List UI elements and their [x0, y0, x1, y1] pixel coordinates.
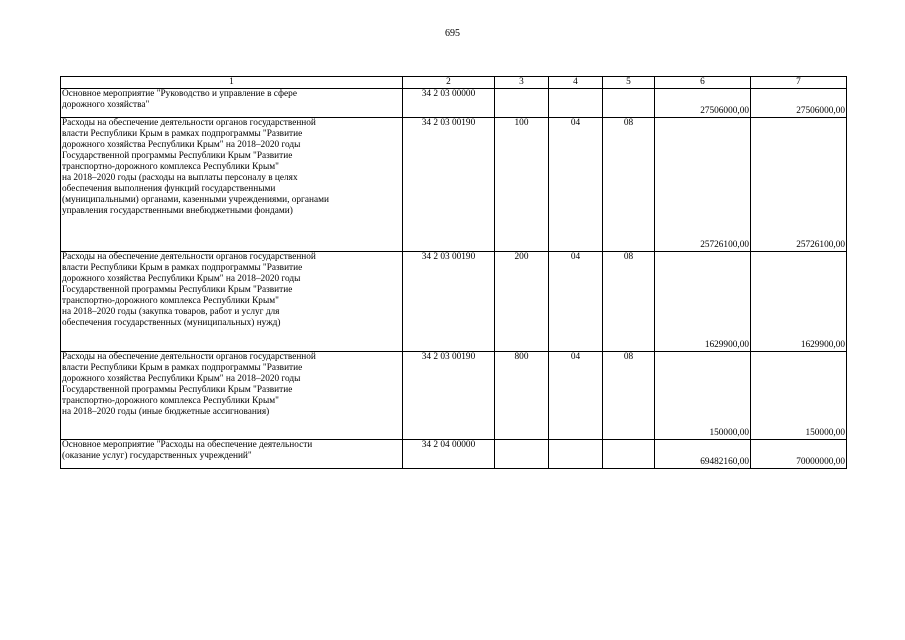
section: 04	[549, 352, 603, 440]
name-line: власти Республики Крым в рамках подпрограммы "Развитие	[62, 363, 303, 373]
table-row	[61, 252, 847, 352]
name-line: дорожного хозяйства Республики Крым" на 2018–2020 годы	[62, 274, 301, 284]
amount-col7: 27506000,00	[751, 89, 847, 118]
name-line: Государственной программы Республики Крым "Развитие	[62, 151, 293, 161]
name-line: Основное мероприятие "Расходы на обеспечение деятельности	[62, 440, 313, 450]
section: 04	[549, 252, 603, 352]
target-code: 34 2 03 00190	[403, 352, 495, 440]
row-name	[61, 252, 403, 352]
amount-col6: 27506000,00	[655, 89, 751, 118]
name-line: на 2018–2020 годы (расходы на выплаты персоналу в целях	[62, 173, 298, 183]
section	[549, 89, 603, 118]
row-name	[61, 352, 403, 440]
page-number: 695	[445, 28, 460, 39]
subsection	[603, 440, 655, 469]
expense-type	[495, 440, 549, 469]
amount-col6: 69482160,00	[655, 440, 751, 469]
row-name	[61, 89, 403, 118]
column-header: 7	[751, 77, 847, 89]
name-line: обеспечения выполнения функций государственными	[62, 184, 276, 194]
subsection	[603, 89, 655, 118]
table-row	[61, 118, 847, 252]
name-line: обеспечения государственных (муниципальных) нужд)	[62, 318, 281, 328]
table-header-row	[61, 77, 847, 89]
column-header: 4	[549, 77, 603, 89]
expense-type: 800	[495, 352, 549, 440]
row-name	[61, 118, 403, 252]
amount-col7: 25726100,00	[751, 118, 847, 252]
name-line: Расходы на обеспечение деятельности органов государственной	[62, 118, 316, 128]
name-line: дорожного хозяйства Республики Крым" на 2018–2020 годы	[62, 374, 301, 384]
amount-col7: 70000000,00	[751, 440, 847, 469]
column-header: 2	[403, 77, 495, 89]
section: 04	[549, 118, 603, 252]
section	[549, 440, 603, 469]
target-code: 34 2 03 00190	[403, 118, 495, 252]
amount-col6: 150000,00	[655, 352, 751, 440]
name-line: транспортно-дорожного комплекса Республики Крым"	[62, 396, 279, 406]
name-line: власти Республики Крым в рамках подпрограммы "Развитие	[62, 129, 303, 139]
budget-table	[60, 76, 847, 469]
column-header: 5	[603, 77, 655, 89]
target-code: 34 2 04 00000	[403, 440, 495, 469]
name-line: на 2018–2020 годы (закупка товаров, работ и услуг для	[62, 307, 280, 317]
name-line: Государственной программы Республики Крым "Развитие	[62, 285, 293, 295]
column-header: 6	[655, 77, 751, 89]
target-code: 34 2 03 00000	[403, 89, 495, 118]
name-line: транспортно-дорожного комплекса Республики Крым"	[62, 162, 279, 172]
table-row	[61, 440, 847, 469]
name-line: Государственной программы Республики Крым "Развитие	[62, 385, 293, 395]
row-name	[61, 440, 403, 469]
column-header: 3	[495, 77, 549, 89]
name-line: управления государственными внебюджетными фондами)	[62, 206, 293, 216]
name-line: Расходы на обеспечение деятельности органов государственной	[62, 252, 316, 262]
table-row	[61, 89, 847, 118]
name-line: дорожного хозяйства"	[62, 100, 150, 110]
name-line: на 2018–2020 годы (иные бюджетные ассигнования)	[62, 407, 270, 417]
amount-col7: 1629900,00	[751, 252, 847, 352]
expense-type: 200	[495, 252, 549, 352]
subsection: 08	[603, 352, 655, 440]
expense-type: 100	[495, 118, 549, 252]
name-line: Расходы на обеспечение деятельности органов государственной	[62, 352, 316, 362]
subsection: 08	[603, 252, 655, 352]
amount-col7: 150000,00	[751, 352, 847, 440]
amount-col6: 25726100,00	[655, 118, 751, 252]
name-line: транспортно-дорожного комплекса Республики Крым"	[62, 296, 279, 306]
name-line: власти Республики Крым в рамках подпрограммы "Развитие	[62, 263, 303, 273]
amount-col6: 1629900,00	[655, 252, 751, 352]
subsection: 08	[603, 118, 655, 252]
name-line: Основное мероприятие "Руководство и управление в сфере	[62, 89, 297, 99]
expense-type	[495, 89, 549, 118]
name-line: (оказание услуг) государственных учреждений"	[62, 451, 252, 461]
name-line: дорожного хозяйства Республики Крым" на 2018–2020 годы	[62, 140, 301, 150]
target-code: 34 2 03 00190	[403, 252, 495, 352]
name-line: (муниципальными) органами, казенными учреждениями, органами	[62, 195, 329, 205]
column-header: 1	[61, 77, 403, 89]
table-row	[61, 352, 847, 440]
